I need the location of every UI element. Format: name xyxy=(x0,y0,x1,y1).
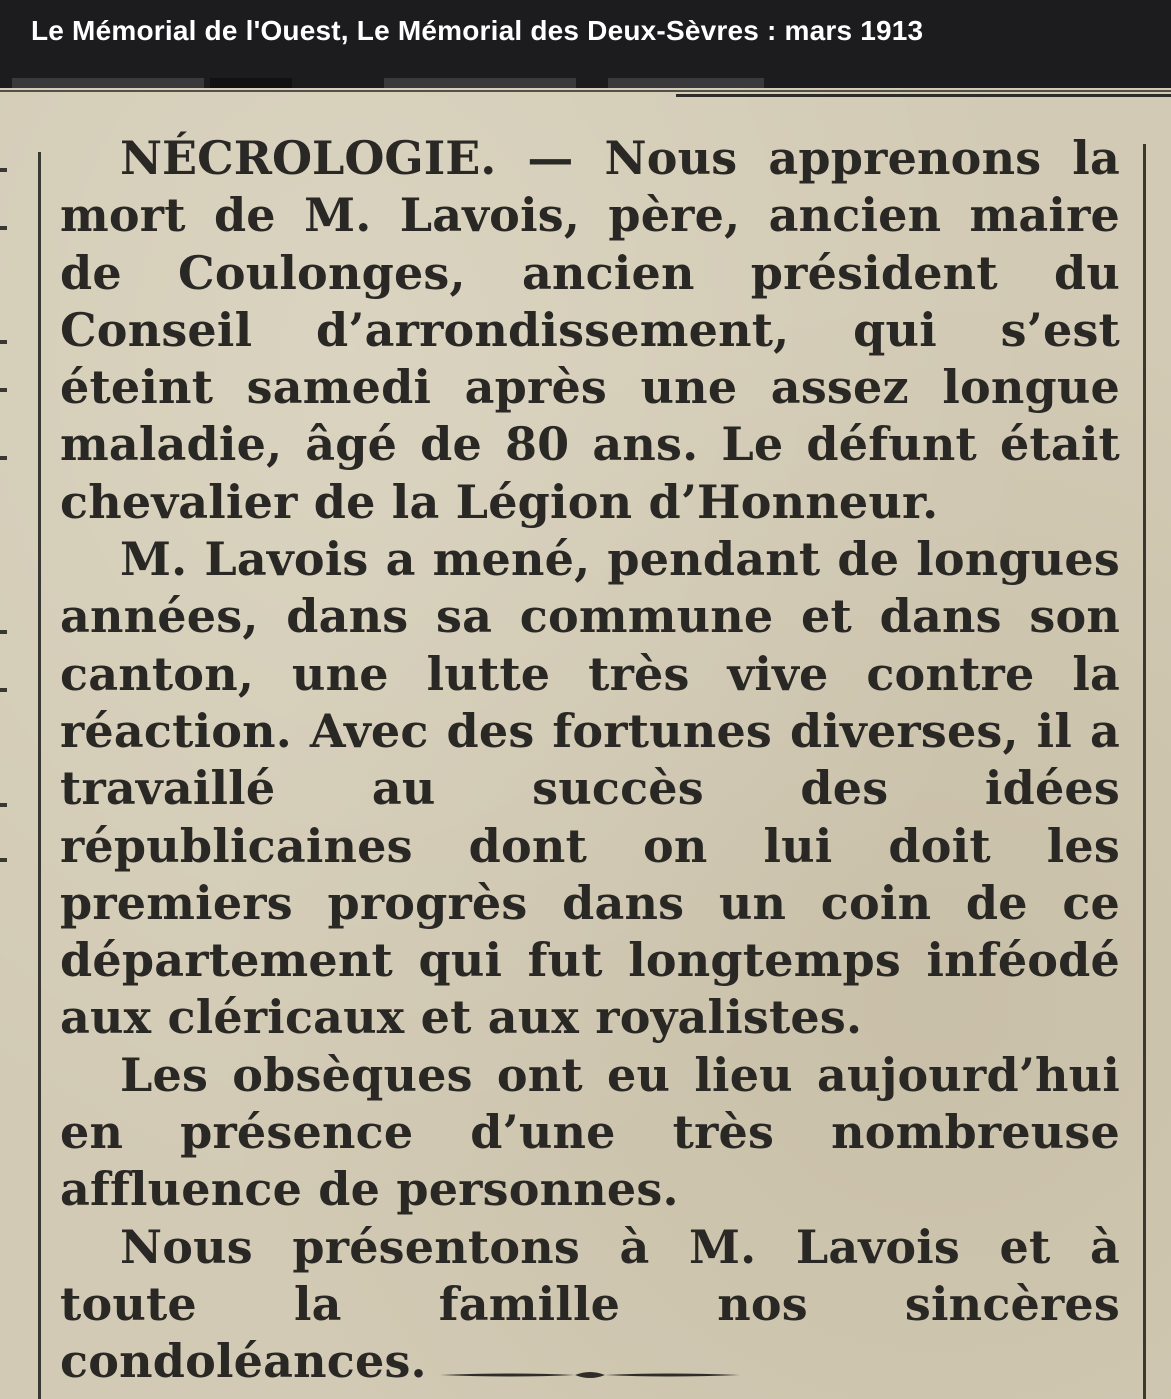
tab-segment[interactable] xyxy=(210,78,292,88)
closing-ornament xyxy=(440,1369,740,1381)
paragraph-1-text: Nous apprenons la mort de M. Lavois, père, ancien maire de Coulonges, ancien président du Conseil d’arrondissement, qui s’est éteint samedi après une assez longue maladie, âgé de 80 ans. Le défunt était chevalier de la Légion d’Honneur. xyxy=(60,131,1120,529)
column-rule-right xyxy=(1143,144,1146,1399)
tab-strip xyxy=(0,78,1171,88)
tab-segment[interactable] xyxy=(12,78,204,88)
column-head-rule xyxy=(676,94,1171,97)
paragraph-4: Nous présentons à M. Lavois et à toute la famille nos sincères condoléances. xyxy=(60,1219,1120,1389)
paragraph-2: M. Lavois a mené, pendant de longues années, dans sa commune et dans son canton, une lutte très vive contre la réaction. Avec des fortunes diverses, il a travaillé au succès des idées républicaines dont on lui doit les premiers progrès dans un coin de ce département qui fut longtemps inféodé aux cléricaux et aux royalistes. xyxy=(60,532,1120,1045)
newspaper-scan xyxy=(0,88,1171,1399)
article-heading: NÉCROLOGIE. xyxy=(120,131,497,185)
heading-dash: — xyxy=(496,131,605,185)
tab-segment[interactable] xyxy=(384,78,576,88)
top-rule xyxy=(0,90,1171,92)
paragraph-1 xyxy=(60,130,1120,531)
window-title: Le Mémorial de l'Ouest, Le Mémorial des Deux-Sèvres : mars 1913 xyxy=(31,15,924,46)
tab-segment[interactable] xyxy=(608,78,764,88)
obituary-article xyxy=(60,130,1120,1391)
title-bar xyxy=(0,0,1171,78)
paragraph-3: Les obsèques ont eu lieu aujourd’hui en présence d’une très nombreuse affluence de personnes. xyxy=(60,1047,1120,1217)
column-rule-left xyxy=(38,152,41,1399)
